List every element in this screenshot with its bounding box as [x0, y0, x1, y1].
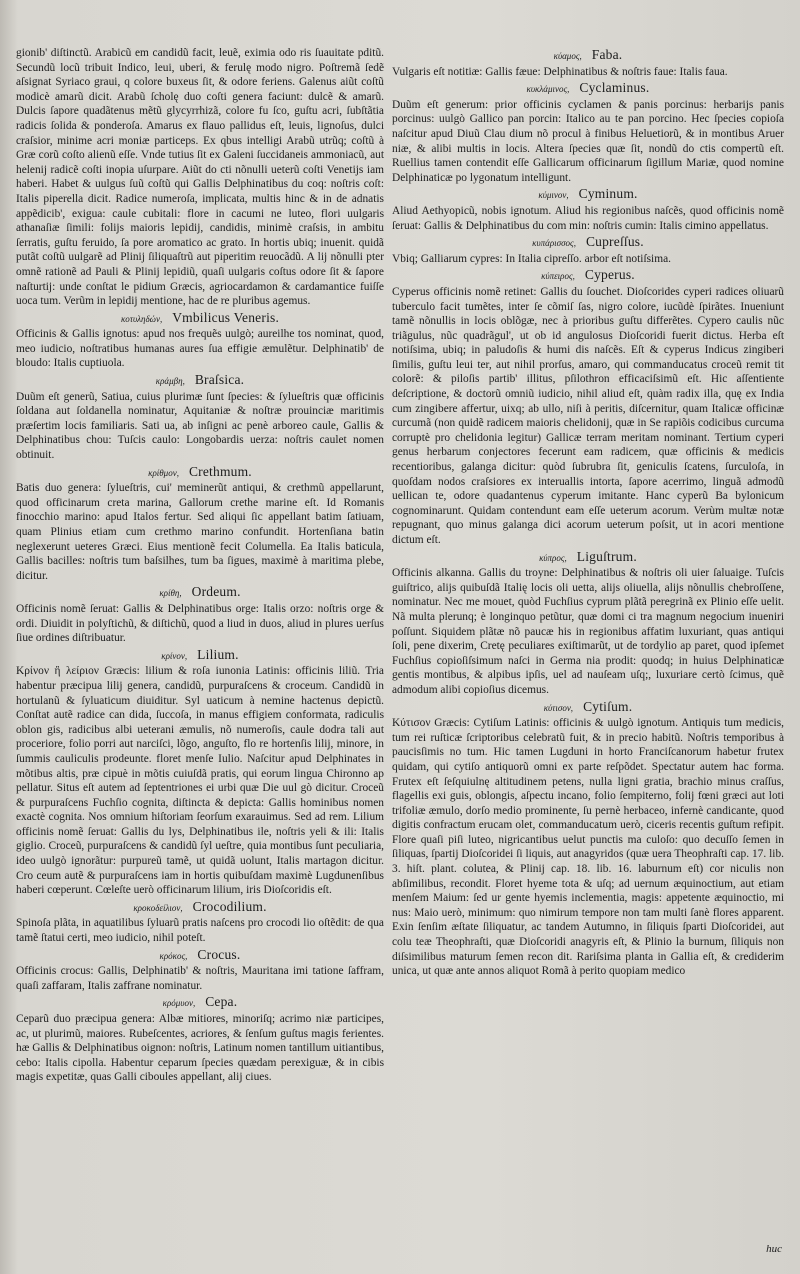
entry-text: Officinis alkanna. Gallis du troyne: Delphinatibus & noſtris oli uier ſaluaige. Tuſcis guiſtrico, alijs quibuſdã Italię locis oli uetta, alijs oliuella, alijs nõnullis chebroſſene, nominatur. Nec me mouet, quòd Fuchſius cyprum plãtã peregrinã ex Plinio eſſe uelit. Nã multa plerunq; è longinquo petũtur, quæ domi ci tra magnum negocium inueniri poſſunt. Siquidem plãtæ nõ paucæ his in regionibus affatim luxuriant, quas antiqui ſoli, pene dixerim, Cretę peculiares exiſtimarũt, ut de tordylio ap paret, quod ipſemet Fuchſius copioſiſsimum naſci in Germa nia prodit: quodq; in huius Delphinaticæ gentis montibus, & alpibus ipſis, uel ad nauſeam uſq;, luxuriare certò ſcimus, quẽ admodum alibi copioſius dicemus. [392, 567, 784, 696]
entry [16, 585, 384, 645]
greek-name: κυπάρισσος, [532, 238, 576, 249]
entry [392, 700, 784, 979]
entry-text: Ceparũ duo præcipua genera: Albæ mitiores, minoriſq; acrimo niæ participes, ac, ut plurimũ, maiores. Rubeſcentes, acriores, & ſenſum guſtus magis ferientes. hæ Gallis & Delphinatibus oignon: noſtris, Latinum nomen tantillum uitiantibus, cebo: Italis cipolla. Habentur ceparum ſpecies quædam perexiguæ, & in cibis magis expetitæ, quas Galli ciboules appellant, alij ciues. [16, 1013, 384, 1084]
right-column [392, 46, 784, 979]
latin-name: Cyclaminus. [579, 80, 650, 96]
entry [392, 48, 784, 79]
greek-name: κυκλάμινος, [526, 84, 570, 95]
greek-name: κρόμυον, [162, 998, 196, 1009]
entry-text: Duũm eſt generum: prior officinis cyclamen & panis porcinus: herbarijs panis porcinus: uulgò Gallico pan porcin: Italico au te pan porcino. Hec ſpecies copioſa naſcitur apud Diuũ Clau dium nõ procul à finibus Heluetiorũ, & in montibus Aruer niæ, & alibi multis in locis. Altera ſpecies quæ ſit, nondũ do ctis compertũ eſt. Ruellius tamen contendit eſſe Gallicarum officinarum ſigillum Mariæ, quod nomine Delphinaticæ po lygonatum intelligunt. [392, 98, 784, 184]
latin-name: Cepa. [205, 994, 238, 1010]
entry-heading [392, 81, 784, 97]
greek-name: κρίνον, [161, 650, 188, 661]
entry-text: Duũm eſt generũ, Satiua, cuius plurimæ ſunt ſpecies: & ſylueſtris quæ officinis ſoldana aut ſoldanella nominatur, Aquitaniæ & noſtræ prouinciæ maritimis præſertim locis familiaris. Sati ua, ab inſigni ac penè arboreo caule, Gallis & Delphinatibus chou: Tuſcis caulo: Longobardis uerza: noſtris caulet nomen obtinuit. [16, 390, 384, 462]
entry-heading [16, 648, 384, 664]
entry [16, 465, 384, 584]
greek-name: κρόκος, [159, 950, 188, 961]
latin-name: Crethmum. [188, 463, 252, 479]
entry [16, 948, 384, 994]
entry [16, 311, 384, 371]
greek-name: κύπειρος, [541, 271, 575, 282]
entry-heading [392, 268, 784, 284]
latin-name: Cytiſum. [583, 698, 633, 714]
entry [392, 550, 784, 698]
entry-text: Batis duo genera: ſylueſtris, cui' meminerũt antiqui, & crethmũ appellarunt, quod officinarum creta marina, Gallorum crethe marine eſt. Id Romanis finocchio marino: apud Italos fertur. Sed aliqui ſic appellant batim ſatiuam, quam Plinius etiam cum crethmo marino confundit. Hortenſiana batin neglexerunt ueteres Græci. Eius mentionẽ fecit Columella. Ea Italis baticula, Gallis bacilles: noſtris tum baſsilhes, tum ba ſigues, maximè à maritima plebe, dicitur. [16, 482, 384, 582]
catchword: huc [766, 1243, 782, 1255]
latin-name: Crocodilium. [192, 898, 267, 914]
entry-text: Cyperus officinis nomẽ retinet: Gallis du ſouchet. Dioſcorides cyperi radices oliuarũ tuberculo facit tumẽtes, inter ſe cõmiſ ſas, nigro colore, iucũdè ſpirãtes. Inueniunt tamẽ nõnullis in locis oblõgæ, nec à prioribus guſtu differẽtes. Cypero caulis nũc triãgulus, nũc quadrãgul', ut ob id angulosus Dioſcoridi fuerit dictus. Herba eſt notiſsima, ubiq; in paludoſis & humi dis naſcẽs. Eſt & cyperus Indicus zingiberi ſimilis, guſtu leui ter, aut nihil prorſus, amaro, qui commanducatus croceũ remit tit colorẽ: & piloſis partib' illitus, pſilothron efficaciſsimũ eſt. Hic aſſentiente deſcriptione, & doctorũ omniũ iudicio, nihil aliud eſt, quàm radix illa, quę ex India cum zingibere affertur, uixq; ab ullo, niſi à peritis, diſcernitur, quam Italicæ officinæ curcumã (non quidẽ radicem maioris chelidonij, quæ in Se rapiõis codicibus curcuma corruptè pro chelidonia legitur) Gallicæ terram meritam nominant. Tertium cyperi genus herbarum conjectores fecerunt eam radicem, quæ officinis & medicis recentioribus, galanga dicitur: quòd ſubrubra ſit, geniculis ſcatens, ſurculoſa, in quoſdam nodos craſsiores ex interuallis intorta, ſapore acerrimo, linguã admodũ uellican te, odore quadantenus cyperum imitante. Hanc cyperũ Ba bylonicum cognominarunt. Quidam contendunt eam eſſe ueterum acorum. Verùm multæ notæ repugnant, quo minus galanga dici acorum ueterum poſsit, ut in acori mentione dictum eſt. [392, 285, 784, 546]
entry-heading [16, 995, 384, 1011]
latin-name: Ordeum. [191, 584, 241, 600]
entry-heading [16, 373, 384, 389]
entry-text: Κρίνον ἢ λείριον Græcis: lilium & roſa iunonia Latinis: officinis liliũ. Tria habentur præcipua lilij genera, candidũ, purpuraſcens & croceum. Candidũ in hortulanũ & ſyluaticum diuiditur. Syl uaticum à nemine hactenus depictũ. Conſtat autẽ radice can dida, ſuccoſa, in manus effigiem conformata, radiculis oblon gis, radicibus albi ueterani æmulis, nõ numeroſis, caule dodra tali aut proceriore, folio porri aut narciſci, lõgo, anguſto, flo re hortenſis lilij, minore, in ſummis cauliculis prodeunte. floret menſe Iulio. Naſcitur apud Delphinates in mõtibus altis, præ cipuè in mõtis cuiuſdã pratis, qui eorum lingua Chironno ap pellatur. Situs eſt autem ad ſeptentriones ei urbi quæ Die uul gò dicitur. Croceũ & purpuraſcens Fuchſio cognita, diſtincta & depicta: Gallis hominibus nomen exactè cognita. Nos omnium hiſtoriam ſeorſum exarauimus. Sed ad rem. Lilium officinis nomẽ ſeruat: Gallis du lys, Delphinatibus ile, noſtris yeli & ili: Italis giglio. Croceũ, purpuraſcens & candidũ ſyl ueſtre, quia montibus ſunt peculiaria, ideo uulgò ignorãtur: purpureũ tamẽ, ut quidã uolunt, Italis martagon dicitur. Cro ceum autẽ & purpuraſcens iam in hortis quibuſdam maximè Lugdunenſibus haberi cœperunt. Cœleſte uerò officinarum lilium, iris Dioſcoridis eſt. [16, 665, 384, 897]
greek-name: κροκοδείλιον, [133, 902, 183, 913]
entry-heading [16, 465, 384, 481]
entry-heading [16, 948, 384, 964]
entry-text: Vulgaris eſt notitiæ: Gallis fæue: Delphinatibus & noſtris faue: Italis faua. [392, 65, 728, 78]
latin-name: Braſsica. [194, 372, 245, 388]
entry-heading [392, 235, 784, 251]
greek-name: κρίθη, [159, 588, 182, 599]
latin-name: Vmbilicus Veneris. [172, 309, 280, 325]
entry [392, 235, 784, 266]
entry-text: Vbiq; Galliarum cypres: In Italia cipreſſo. arbor eſt notiſsima. [392, 252, 671, 265]
latin-name: Faba. [591, 47, 623, 62]
latin-name: Lilium. [197, 646, 239, 662]
entry-text: Spinoſa plãta, in aquatilibus ſyluarũ pratis naſcens pro crocodi lio oſtẽdit: de qua tamẽ ſtatui certi, meo iudicio, nihil poteſt. [16, 917, 384, 945]
entry [392, 268, 784, 547]
entry [16, 648, 384, 898]
entry-heading [392, 550, 784, 566]
entry [16, 46, 384, 309]
entry [16, 900, 384, 946]
entry-heading [392, 187, 784, 203]
entry-heading [16, 900, 384, 916]
greek-name: κύμινον, [538, 190, 569, 201]
entry [392, 187, 784, 233]
entry-text: Officinis crocus: Gallis, Delphinatib' & noſtris, Mauritana imi tatione ſaffram, quaſi zaffaram, Italis zaffrane nominatur. [16, 965, 384, 992]
entry-text: Κύτισον Græcis: Cytiſum Latinis: officinis & uulgò ignotum. Antiquis tum medicis, tum rei ruſticæ ſcriptoribus celebratũ fuit, & in precio habitũ. Noſtris temporibus à paucisſimis no tum. Hic tamen Lugduni in horto Franciſcanorum habetur frutex quidam, qui cytiſo antiquorũ omni ex parte reſpõdet. Spectatur autem hac forma. Frutex eſt ſeſquiulnę altitudinem petens, nulla ligni gratia, brachio minus craſſus, flagellis exi guis, oblongis, aſpectu incano, folio ſempiterno, folij fœni græci aut loti trifoliæ æmulo, dorſo medio prominente, ſu pernè herbaceo, infernè candicante, quod digitis confractum erucam olet, commanducatum uerò, ciceris recentis guſtum refipit. Flore quaſi piſi luteo, nigricantibus uelut punctis ma culoſo: quo decuſſo ſemen in ſiliquas, ſpartij Dioſcoridei ſi liquis, aut anagyridos (quæ uera Theophraſti cap. 17. lib. 3. hiſt. plant. colutea, & Plinij cap. 18. lib. 16. laburnum eſt) cor niculis non abſimilibus, recondit. Floret hyeme tota & uſq; ad uernum æquinoctium, aut etiam menſem Maium: ſed ur gente hyemis inclementia, magis: appetente æquinoctio, mi nus: Maio uerò, minimum: quo nimirum tempore non tam multi ſanè flores apparent. Exin ſenſim æſtate ſiliquatur, ac tandem Autumno, in ſiliquis ſparti Dioſcoridei, aut colu teæ Theophraſti, quæ Dioſcoridi anagyris eſt, & Plinio la burnum, ſiliquis non diſsimilibus maturum ſemen recon dit. Rariſsima planta in Gallia eſt, & crediderim unica, ut quæ ante annos aliquot Romã à perito quopiam medico [392, 717, 784, 978]
latin-name: Cyminum. [578, 186, 638, 202]
entry-heading [16, 585, 384, 601]
entry-text: gionib' diſtinctũ. Arabicũ em candidũ facit, leuẽ, eximia odo ris ſuauitate pditũ. Secundũ locũ tribuit Indico, leui, uberi, & ferulę modo nigro. Poſtremã ſedẽ aſsignat Syriaco graui, q colore buxeus ſit, & odore feriens. Galenus aiũt coſtũ modicè amarũ dicit. Arabũ ſcholę duo coſti genera faciunt: dulcẽ & amarũ. Dulcis ſapore quadãtenus mẽtũ glycyrrhizã, colore fu ſco, guſtu acri, ſubſtãtia radicis ſolida & ponderoſa. Amarus ex flauo pallidus eſt, leuis, lignoſus, dulci craſsior, minime acri moniæ particeps. Ex qbus intelligi Arabũ utrũq; coſtũ à Græ corũ coſto alienũ eſſe. Vnde tutius ſit ex Galeni ſuccidaneis ammoniacũ, aut helenij radicẽ coſti inopia uſurpare. Aiũt do cti nõnulli ueterũ coſti Venetijs iam haberi. Habet & uulgus ſuũ coſtũ qui Gallis Delphinatibus du coq: noſtris coſt: Italis piperella dicit. Radice numeroſa, implicata, multis hinc & in de adnatis appẽdicib', exigua: caule cubitali: flore in cacumi ne luteo, flori uulgaris athanaſiæ ſimili: folijs maioris lepidij, candidis, minimè craſsis, in ambitu ſerratis, guſtu feruido, ſa pore aromatico ac grato. In hortis ubiq; inuenit. quidã putãt coſtũ uulgarẽ ad Plinij ſiliquaſtrũ aut piperitim reuocãdũ. A lij nõnulli pter omnẽ rationẽ ad Pauli & Plinij lepidiũ, quaſi uulgaris coſtus odore ſit & ſapore naſturtij: unde conſtat le pidium Græcis, agriocardamon & cardamantice fuiſſe uoca tum. Verũm in lepidij mentione, hac de re pluribus agemus. [16, 47, 384, 308]
latin-name: Crocus. [197, 946, 241, 962]
entry [16, 373, 384, 463]
greek-name: κύτισον, [543, 702, 574, 713]
entry [392, 81, 784, 185]
latin-name: Cyperus. [584, 267, 635, 283]
greek-name: κύπρος, [539, 552, 567, 563]
greek-name: κοτυληδών, [120, 313, 163, 324]
latin-name: Liguſtrum. [576, 548, 637, 564]
entry-text: Aliud Aethyopicũ, nobis ignotum. Aliud his regionibus naſcẽs, quod officinis nomẽ ſeruat: Gallis & Delphinatibus du com min: noſtris cumin: Italis cimino appellatus. [392, 204, 784, 232]
entry-text: Officinis & Gallis ignotus: apud nos frequẽs uulgò; aureilhe tos nominat, quod, meo iudicio, noſtratibus humanas aures ſua effigie æmulẽtur. Delphinatib' de bloudo: Italis cuptiuola. [16, 328, 384, 370]
greek-name: κύαμος, [553, 51, 582, 61]
entry [16, 995, 384, 1085]
latin-name: Cupreſſus. [585, 234, 644, 250]
left-column [16, 46, 384, 1085]
greek-name: κρίθμον, [148, 467, 179, 478]
entry-heading [392, 48, 784, 64]
entry-heading [392, 700, 784, 716]
entry-heading [16, 311, 384, 327]
greek-name: κράμβη, [155, 376, 185, 387]
entry-text: Officinis nomẽ ſeruat: Gallis & Delphinatibus orge: Italis orzo: noſtris orge & ordi. Diuidit in polyſtichũ, & diſtichũ, quod a liud in duos, aliud in plures uerſus ſiue ordines diſtribuatur. [16, 602, 384, 645]
